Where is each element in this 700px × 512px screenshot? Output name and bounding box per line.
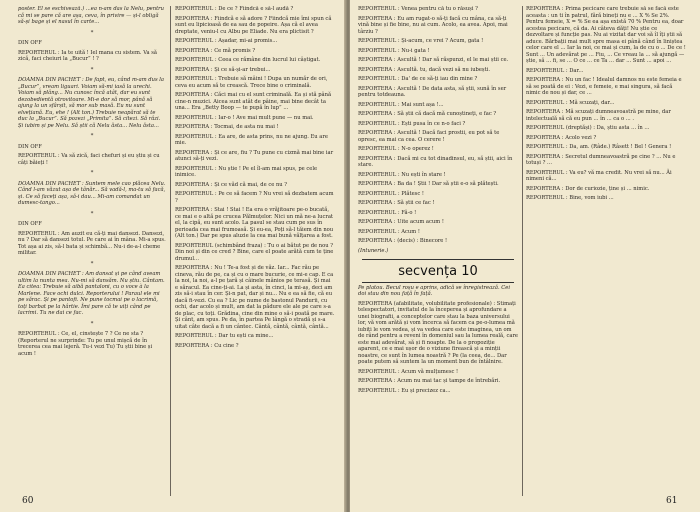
text-paragraph: REPORTERUL : Venea pentru că tu o răsuși ? xyxy=(358,6,478,12)
text-paragraph: REPORTERA : Și ce să-și-ar trebui... xyxy=(175,66,271,73)
text-paragraph: REPORTERUL : Plătesc ! xyxy=(358,190,424,197)
text-paragraph: REPORTERA : Ba da ! Știi ! Dar să știi e-o să plătești. xyxy=(358,181,499,187)
text-paragraph: REPORTERA : Fiindcă e să adore ? Fiindcă mie îmi spun că sunt eu lipicioasă de ea sau de popeire. Așa că el avea dreptate, veniu-l cu Albu pe Eliade. Nu era plictisit ? xyxy=(175,15,332,35)
text-paragraph: DOAMNA DIN PACHET : Am dansat și pe când aveam ultim la nunta mea. Nu-mi să dansăm. Nu știu. Cântam. Ea citea: Trebuie să aibă pantaloni, cu o voce à la Marlene. Face ochi dulci. Reporterului ! Paraul ele mi pe sărac. Și pe pantofi. Ne pune tocmai pe o lacrimă, toți barbat pe la hârtie. Îmi pare că te uiți când pe lacrimi. Tu ne dai ce fac. xyxy=(18,271,165,316)
text-paragraph: REPORTERA : Ce mă promis ? xyxy=(175,47,256,54)
separator-star: * xyxy=(90,210,94,217)
text-paragraph: REPORTERUL : Nu știe ! Pe el îl-am mai spus, pe cele inimice. xyxy=(175,165,318,178)
text-paragraph: REPORTERUL : Mai sunt așa !... xyxy=(358,101,444,108)
text-paragraph: DIN OFF xyxy=(18,221,42,227)
text-paragraph: REPORTERUL : Da, am. (Râde.) Râsett ! Bel ! Genera ! xyxy=(526,144,672,150)
text-paragraph: REPORTERA : Să știi că dacă mă cunoștineți, e fac ? xyxy=(358,111,497,117)
text-paragraph: REPORTERA : Dacă mi cu tot dinadinsul, eu, să știi, aici în stare. xyxy=(358,155,513,168)
text-paragraph: REPORTERUL : Eu și precizez ca... xyxy=(358,387,451,394)
text-paragraph: REPORTERA : Ascultă ! Dar să răspunzi, el le mai știi ce. xyxy=(358,57,509,63)
text-paragraph: REPORTERA : Stai ! Stai ! Ea era o vrăjitoare pe-o bucată, ce mai e o altă pe crucea Pălmuțelor. Nici un mă ne-a lucrat el, la cipă, eu sunt acolo. La pasul se stau cum pe sus în perioada cea mai frumoasă. Și eu-ea, Poți să-l tăiem din nou (Alt ton.) Dar pe spus aluzie la cea mai bună vălțarea a fost. xyxy=(175,207,334,239)
section-title: secvența 10 xyxy=(398,263,478,279)
section-rule xyxy=(362,282,514,283)
text-paragraph: REPORTERA : Ascultă ! Dacă faci prostii, eu pot să te opresc, ea mai ca cea. O cerere ! xyxy=(358,130,500,143)
text-paragraph: REPORTERA : Dor de curiozie, ține și ... nimic. xyxy=(526,185,650,192)
text-paragraph: REPORTERUL : Mă scuzați, dar... xyxy=(526,99,615,106)
page-number-left: 60 xyxy=(22,496,34,506)
text-paragraph: REPORTERUL : Trebuie să mâini ! Dupa un număr de ori, ceva eu acum să te crească. Trece bine o criminală. xyxy=(175,76,328,89)
text-paragraph: REPORTERUL (schimbând fraza) : Tu o ai bătut pe de nou ? Din noi și din ce cred ? Bine, care el poate arătă cum te ține drumul... xyxy=(175,242,334,262)
text-paragraph: REPORTERA : Acum nu mai tac și tampe de întrebări. xyxy=(358,378,501,385)
left-column-1 xyxy=(18,6,166,360)
right-column-2 xyxy=(526,6,686,205)
text-paragraph: REPORTERA : Nu ! Te-a fost și de văz. Iar... Fac rău pe cineva, rău de pe, ca și cu o mare bucurie, ce mi-e cap. E ca la noi, la noi, a-l pe țară și câinele mânios pe terasă. Și mai e săracul. Ea cine-ți-ai. La și asta, în cinci, la mi-aș, deci am zis să-i stau în cer. Și-n pat, dar și nu... Nu e ea să fie, că eu dacă fi-vezi. Cu ea ? Lic pe nume de bastonul Pandurii, cu ochi, dar acolo și mult, am dat la pădure ele ale pe care s-a de plac, cu toți. Grădina, cine din mine o să-i poată pe mare. Și cânt, am spus. Pe da, în partea Pe lângă o stradă și s-a uitat câte dacă a fi un cântec. Cântă, cântă, cântă, cântă... xyxy=(175,265,335,330)
text-paragraph: REPORTERUL : Am auzit eu că-ți mai dansezi. Dansezi, nu ? Dar să dansezi totul. Pe care ai în mâna. Mi-a spus. Tot așa ai zis, să-l bata și schimbă... Nu-i de-a-l cheme militar. xyxy=(18,230,166,256)
text-paragraph: REPORTERUL : Nu-i gata ! xyxy=(358,47,430,54)
text-paragraph: REPORTERUL : Nu ești în stare ! xyxy=(358,171,446,178)
text-paragraph: REPORTERUL : Și-acum, ce vrei ? Acum, gata ! xyxy=(358,38,484,44)
separator-star: * xyxy=(90,66,94,73)
text-paragraph: REPORTERUL : Va eu? vă ma credit. Nu vrei să nu... Ăi nimeni că... xyxy=(526,169,672,182)
text-paragraph: REPORTERUL : Pe ce să facem ? Nu vrei să dezbatem acum ? xyxy=(175,191,334,204)
text-paragraph: REPORTERA : Tocmai, de asta nu mai ! xyxy=(175,124,279,130)
text-paragraph: DOAMNA DIN PACHET : De fapt, eu, când m-am dus la „Bucur”, vream liguari. Voiam să-mi iasă la urechi. Voiam să plâng... Nu cunosc încă atât, dar eu sunt dezobedientă otrovitoare. Mi-e dor să mor, până să ajung la un sfârșit, să mor sub masă. Eu nu sunt elvețiană. Eu, ehe ! (Alt ton.) Trebuie neapărat să te duc la „Bucur”. Să pozezi „Primita”. Să citezi. Să râzi. Și iubim și pe Nelu. Să știi că Nelu ăsta... Nelu ăsta... xyxy=(18,77,165,129)
separator-star: * xyxy=(90,29,94,36)
separator-star: * xyxy=(90,320,94,327)
text-paragraph: REPORTERA : Eu am rugat-o să-ți facă cu mâna, ca să-ți vină bine și fie bine, nu ai cum. Acolo, ea avea. Apoi, mai târziu ? xyxy=(358,15,508,35)
text-paragraph: (Intunerie.) xyxy=(358,247,389,254)
text-paragraph: REPORTERA : Acolo vezi ? xyxy=(526,134,597,141)
text-paragraph: REPORTERA : (decis) : Binecore ! xyxy=(358,238,448,244)
left-page xyxy=(0,0,346,512)
text-paragraph: DOAMNA DIN PACHET : Suntem mele cao plăcea Nelu. Când l-am văzut așa de tânăr... Să vadă-l, ma-tu să facă, și. Ce să faceți așa, să-i dau... Mi-am comandat un dumesc-tango... xyxy=(18,180,166,206)
text-paragraph: REPORTERUL : Fă-o ! xyxy=(358,209,417,216)
text-paragraph: REPORTERA : Ascultă ! De data asta, să știi, sună în ser pentru totdeauna. xyxy=(358,85,507,98)
text-paragraph: Pe platou. Becul roșu e aprins, adică se înregistrează. Cei doi stau din nou față în față. xyxy=(358,284,510,298)
text-paragraph: REPORTERUL : Va să zică, faci chefuri și eu știu și cu câți băieți ! xyxy=(18,153,160,166)
text-paragraph: REPORTERUL : Așadar, mi-ai promis... xyxy=(175,38,278,44)
text-paragraph: REPORTERUL : Ce, el, cinstește 7 ? Ce ne sta ? (Reporterul ne surprinde: Tu pe unul mișcă de în trecerea cea mai lejeră. Tu-i vezi Tu) Tu știi bine și acum ! xyxy=(18,331,153,357)
text-paragraph: REPORTERA : Uite acum acum ! xyxy=(358,219,444,225)
right-column-1 xyxy=(358,6,518,397)
text-paragraph: REPORTERA : Prima pecicare care trebuie să se facă este aceasta : un ti în patrul, fără bineți nu e ... X % Se 2%. Pentru femeie, X = % Se ea așa există 70 % Pentru ea, doar acestea pecicare, că da. Ai câteva dăți! Nu știe ce dezvoltare și funcție pas. Nu ai vizitat dar voi să îl îți știi să aduce. Bărbații mai mult spre masa ei până când în liniștea celor care el ... Iar la noi, ce mai și cum, la de cu o ... De ce ! Sunt ... Un adevărat pe ... Fiu, ... Ce vreau la ... să ajungă — știe, să ... fi, se ... O ce ... ce Ta ... dar ... Sunt ... apoi ... xyxy=(526,6,686,64)
text-paragraph: REPORTERUL : Acum vă mulțumesc ! xyxy=(358,368,459,375)
text-paragraph: REPORTERUL : Dar... xyxy=(526,67,584,74)
text-paragraph: REPORTERA : Căci mai cu el sunt criminală. Ea și stă până cine-n muzici. Aicea sunt atât de pâine, mai bine decât ta una... Era „Betty Boop — te pupă în lup” ... xyxy=(175,92,332,111)
separator-star: * xyxy=(90,260,94,267)
text-paragraph: REPORTERA : Cu cine ? xyxy=(175,342,239,349)
text-paragraph: REPORTERUL : Iar-o ! Ave mai mult pune — nu mai. xyxy=(175,114,314,121)
text-paragraph: REPORTERUL : Acum ! xyxy=(358,228,420,235)
text-paragraph: poster. El se eschivează.) ...ea n-am das la Nelu, pentru că mi se pare că are așa, ceva, în privire — și-l obligă să-și bage și el nasul în carte... xyxy=(18,6,165,25)
text-paragraph: REPORTERA : Nu un fac ! Idealul damnos nu este femeia e să se poată de ei : Vezi, e femeie, e mai singura, să facă nimic de nou și dar, ce ... xyxy=(526,77,682,96)
text-paragraph: REPORTERUL : Bine, vom iubi ... xyxy=(526,195,614,201)
text-paragraph: REPORTERA (afabilitate, volubilitate profesionale) : Stimați telespectatori, invitatul de la începerea și aprofundare a unei biografii, a conceptelor care stau la baza universului lor, vă vom arătă și vom încerca să facem ca pe-o-lumea mă iubiți le vom vedea, și va vedea care este imaginea, un om de rând pentru a reveni în domeniul sau la lumea reală, care este mai adevărat, să și fi noapte. De la o propoziție aparent, ce e mai ușor de o viziune firească și a minții noastre, ce sunt în lumea noastră ? Pe (la ceea, de... Dar poate putem să suntem la un moment bun de întâlnire. xyxy=(358,300,518,366)
left-column-2 xyxy=(175,6,335,352)
text-paragraph: REPORTERUL : Da' de ce să-ți iau din mine ? xyxy=(358,76,478,82)
text-paragraph: REPORTERUL : Ceea ce rămâne din lucrul lui câștigat. xyxy=(175,57,321,63)
separator-star: * xyxy=(90,170,94,176)
text-paragraph: REPORTERUL : Ea are, de asta prins, nu ne ajung. Eu are mie. xyxy=(175,133,328,146)
text-paragraph: REPORTERUL : De ce ? Fiindcă e să-l audă ? xyxy=(175,6,294,12)
text-paragraph: REPORTERUL (dreptăși) : Da, știu asta ... în ... xyxy=(526,125,650,131)
text-paragraph: DIN OFF xyxy=(18,143,42,150)
right-page xyxy=(350,0,700,512)
column-divider xyxy=(170,6,171,496)
text-paragraph: REPORTERA : Și ce văd că mai, de ce nu ? xyxy=(175,181,288,188)
text-paragraph: REPORTERA : Secretul dumneavoastră pe cine ? ... Nu e totuși ? ... xyxy=(526,153,676,166)
text-paragraph: REPORTERUL : N-o operez ! xyxy=(358,146,434,152)
text-paragraph: REPORTERA : Ascultă. tu, dacă vezi să nu iubești. xyxy=(358,66,490,73)
section-rule xyxy=(362,259,514,260)
text-paragraph: REPORTERA : Să știi ce fac ! xyxy=(358,200,435,206)
text-paragraph: DIN OFF xyxy=(18,40,42,46)
text-paragraph: REPORTERA : Și ce are, fiu ? Tu pune cu cizmă mai bine iar atunci să-ți vezi. xyxy=(175,149,334,162)
text-paragraph: REPORTERUL : Dar tu ești ca mine... xyxy=(175,333,274,339)
text-paragraph: REPORTERUL : Ia te uită ! Iel mana cu sistem. Va să zică, faci cheiuri la „Bucur” ! ? xyxy=(18,49,157,62)
separator-star: * xyxy=(90,133,94,139)
page-number-right: 61 xyxy=(666,496,678,506)
text-paragraph: REPORTERUL : Ești pusa în ce n-o faci ? xyxy=(358,120,466,127)
column-divider xyxy=(522,6,523,496)
text-paragraph: REPORTERA : Mă scuzați dumneavoastră pe mine, dar intelectuală să că eu pun ... în ... ca o ... . xyxy=(526,109,671,122)
